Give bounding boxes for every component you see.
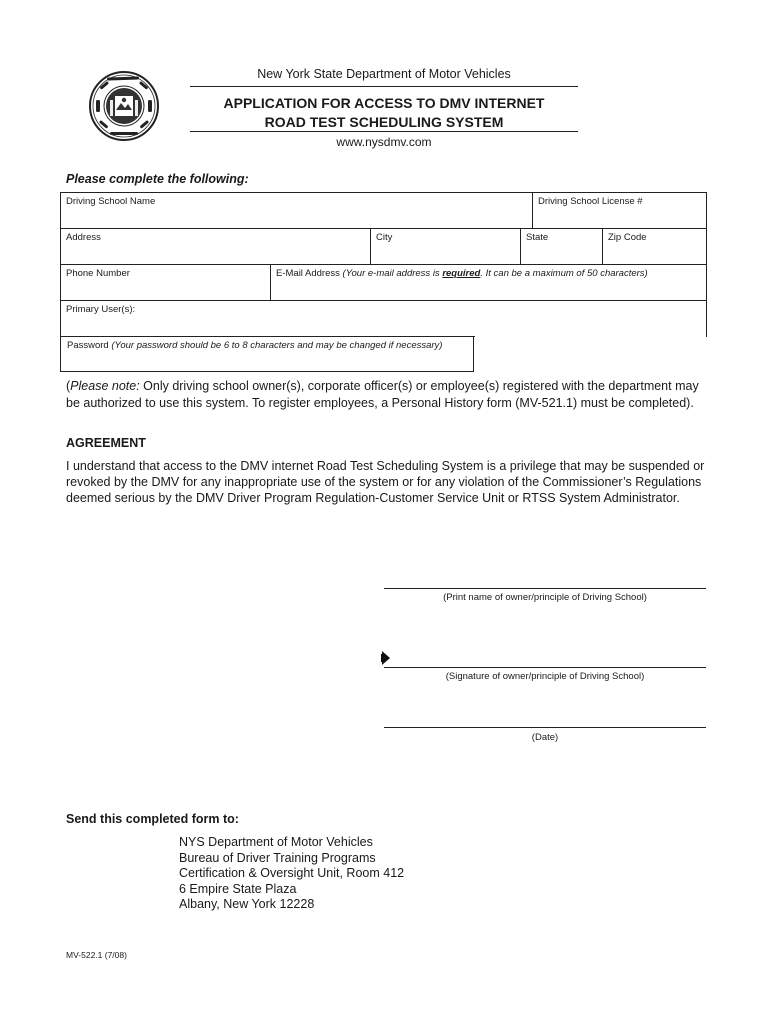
intro-text: Please complete the following: [66,172,249,186]
print-name-line[interactable] [384,588,706,589]
note-prefix: Please note: [70,379,140,393]
address-line: Albany, New York 12228 [179,897,315,911]
agreement-heading: AGREEMENT [66,436,146,450]
address-line: Bureau of Driver Training Programs [179,850,376,865]
address-label: Address [66,232,101,243]
mailing-address [179,835,404,913]
state-field[interactable] [520,228,602,264]
school-name-field[interactable] [60,192,532,228]
header-top-rule [190,86,578,87]
license-number-label: Driving School License # [538,196,643,207]
arrow-right-icon [381,650,391,666]
password-field[interactable] [60,336,474,372]
form-title [190,94,578,132]
send-to-heading: Send this completed form to: [66,812,239,826]
signature-line[interactable] [384,667,706,668]
primary-users-label: Primary User(s): [66,304,136,315]
email-note-pre: (Your e-mail address is [342,268,443,279]
address-line: 6 Empire State Plaza [179,881,297,896]
form-border-right [706,192,707,337]
form-number: MV-522.1 (7/08) [66,950,127,960]
phone-number-label: Phone Number [66,268,130,279]
email-note-post: . It can be a maximum of 50 characters) [480,268,648,279]
email-address-field[interactable] [270,264,706,300]
address-line: Certification & Oversight Unit, Room 412 [179,866,405,880]
zip-code-field[interactable] [602,228,706,264]
email-required-word: required [442,268,481,279]
please-note-paragraph: (Please note: Only driving school owner(s), corporate officer(s) or employee(s) registered with the department may be authorized to use this system. To register employees, a Personal History form (MV-521.1) must be completed). [66,379,699,410]
website-url: www.nysdmv.com [336,135,432,149]
address-line: NYS Department of Motor Vehicles [179,835,373,849]
agency-name: New York State Department of Motor Vehicles [257,67,511,81]
header-bottom-rule [190,131,578,132]
state-label: State [526,232,549,243]
password-label: Password [67,340,109,351]
application-form [60,192,706,351]
school-name-label: Driving School Name [66,196,156,207]
signature-label: (Signature of owner/principle of Driving School) [445,671,645,682]
form-title-line1: APPLICATION FOR ACCESS TO DMV INTERNET [223,95,545,111]
address-field[interactable] [60,228,370,264]
print-name-label: (Print name of owner/principle of Driving School) [443,592,647,603]
city-field[interactable] [370,228,520,264]
email-note [343,268,648,279]
primary-users-field[interactable] [60,300,706,336]
date-line[interactable] [384,727,706,728]
note-text: Only driving school owner(s), corporate officer(s) or employee(s) registered with the department may be authorized to use this system. To register employees, a Personal History form (MV-521.1) must be completed). [66,379,699,410]
agreement-text: I understand that access to the DMV internet Road Test Scheduling System is a privilege that may be suspended or revoked by the DMV for any inappropriate use of the system or for any violation of the Commissioner’s Regulations deemed serious by the DMV Driver Program Regulation-Customer Service Unit or RTSS System Administrator. [66,459,705,505]
email-label: E-Mail Address [276,268,340,279]
nys-dmv-seal-icon [88,70,160,142]
date-label: (Date) [531,732,559,743]
password-note: (Your password should be 6 to 8 characters and may be changed if necessary) [111,340,443,351]
zip-code-label: Zip Code [608,232,647,243]
city-label: City [376,232,393,243]
license-number-field[interactable] [532,192,706,228]
phone-number-field[interactable] [60,264,270,300]
form-title-line2: ROAD TEST SCHEDULING SYSTEM [264,114,504,130]
